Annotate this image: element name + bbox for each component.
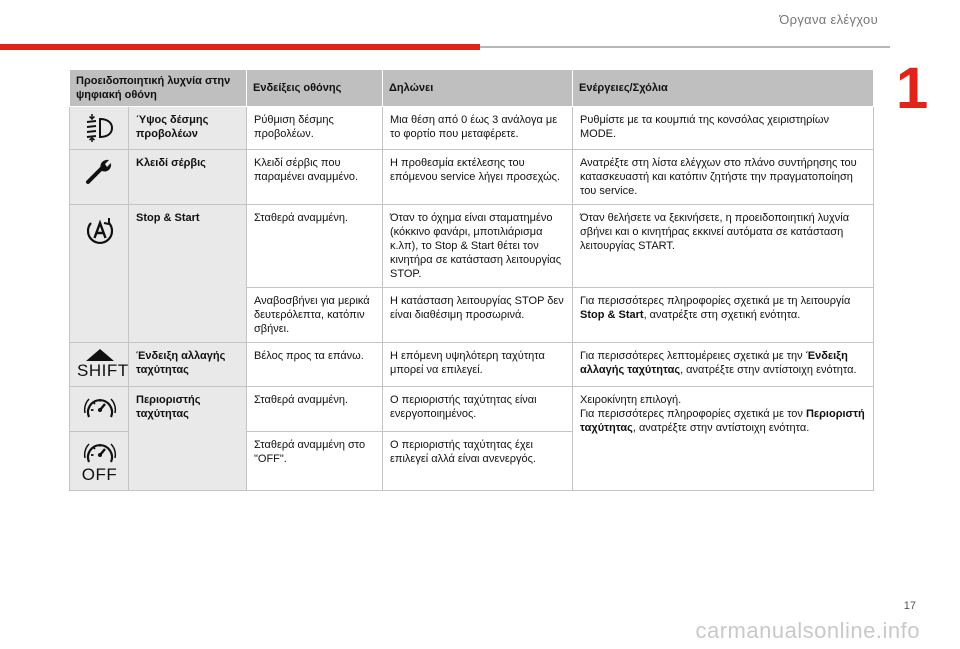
table-row xyxy=(70,107,874,150)
display-cell: Ρύθμιση δέσμης προβολέων. xyxy=(247,107,383,150)
action-text: , ανατρέξτε στην αντίστοιχη ενότητα. xyxy=(632,422,810,434)
icon-cell xyxy=(70,205,129,343)
action-cell: Ανατρέξτε στη λίστα ελέγχων στο πλάνο συντήρησης του κατασκευαστή και κατόπιν ζητήστε την πραγματοποίηση του service. xyxy=(573,150,874,205)
action-text: , ανατρέξτε στη σχετική ενότητα. xyxy=(643,309,801,321)
means-cell: Ο περιοριστής ταχύτητας είναι ενεργοποιημένος. xyxy=(383,387,573,432)
lamp-name: Περιοριστής ταχύτητας xyxy=(129,387,247,491)
header-accent-bar xyxy=(0,44,480,50)
icon-cell xyxy=(70,107,129,150)
icon-cell xyxy=(70,387,129,432)
action-text: Για περισσότερες πληροφορίες σχετικά με τον xyxy=(580,408,806,420)
display-cell: Κλειδί σέρβις που παραμένει αναμμένο. xyxy=(247,150,383,205)
table-row xyxy=(70,343,874,387)
lamp-name: Ύψος δέσμης προβολέων xyxy=(129,107,247,150)
action-bold-ref: Ένδειξη αλλαγής ταχύτητας xyxy=(580,350,848,376)
action-cell xyxy=(573,288,874,343)
means-cell: Μια θέση από 0 έως 3 ανάλογα με το φορτίο που μεταφέρετε. xyxy=(383,107,573,150)
col-header-display: Ενδείξεις οθόνης xyxy=(247,70,383,107)
chapter-number: 1 xyxy=(896,56,929,121)
action-text: Χειροκίνητη επιλογή. xyxy=(580,394,682,406)
col-header-lamp: Προειδοποιητική λυχνία στην ψηφιακή οθόνη xyxy=(70,70,247,107)
page-number: 17 xyxy=(903,600,916,612)
display-cell: Σταθερά αναμμένη στο "OFF". xyxy=(247,432,383,491)
means-cell: Η κατάσταση λειτουργίας STOP δεν είναι διαθέσιμη προσωρινά. xyxy=(383,288,573,343)
table-header-row xyxy=(70,70,874,107)
table-row xyxy=(70,150,874,205)
display-cell: Σταθερά αναμμένη. xyxy=(247,205,383,288)
speed-limiter-off-icon xyxy=(83,438,117,466)
means-cell: Η προθεσμία εκτέλεσης του επόμενου service λήγει προσεχώς. xyxy=(383,150,573,205)
action-bold-ref: Stop & Start xyxy=(580,309,644,321)
icon-cell xyxy=(70,432,129,491)
means-cell: Ο περιοριστής ταχύτητας έχει επιλεγεί αλλά είναι ανενεργός. xyxy=(383,432,573,491)
wrench-icon xyxy=(83,156,117,186)
action-bold-ref: Περιοριστή ταχύτητας xyxy=(580,408,865,434)
col-header-action: Ενέργειες/Σχόλια xyxy=(573,70,874,107)
shift-label: SHIFT xyxy=(77,361,129,380)
lamp-name: Ένδειξη αλλαγής ταχύτητας xyxy=(129,343,247,387)
section-title: Όργανα ελέγχου xyxy=(779,12,878,27)
watermark: carmanualsonline.info xyxy=(695,618,920,643)
icon-cell xyxy=(70,343,129,387)
display-cell: Σταθερά αναμμένη. xyxy=(247,387,383,432)
action-cell: Όταν θελήσετε να ξεκινήσετε, η προειδοποιητική λυχνία σβήνει και ο κινητήρας εκκινεί αυτόματα σε κατάσταση λειτουργίας START. xyxy=(573,205,874,288)
warning-lamp-table xyxy=(69,69,874,491)
header-rule xyxy=(480,46,890,48)
means-cell: Η επόμενη υψηλότερη ταχύτητα μπορεί να επιλεγεί. xyxy=(383,343,573,387)
speed-limiter-icon xyxy=(83,393,117,425)
means-cell: Όταν το όχημα είναι σταματημένο (κόκκινο φανάρι, μποτιλιάρισμα κ.λπ), το Stop & Start θέτει τον κινητήρα σε κατάσταση λειτουργίας STOP. xyxy=(383,205,573,288)
action-text: , ανατρέξτε στην αντίστοιχη ενότητα. xyxy=(680,364,857,376)
action-cell xyxy=(573,387,874,491)
stop-start-icon xyxy=(83,215,117,247)
headlamp-leveling-icon xyxy=(83,113,117,143)
display-cell: Βέλος προς τα επάνω. xyxy=(247,343,383,387)
action-text: Για περισσότερες πληροφορίες σχετικά με τη λειτουργία xyxy=(580,295,851,307)
col-header-means: Δηλώνει xyxy=(383,70,573,107)
icon-cell xyxy=(70,150,129,205)
action-cell: Ρυθμίστε με τα κουμπιά της κονσόλας χειριστηρίων MODE. xyxy=(573,107,874,150)
action-text: Για περισσότερες λεπτομέρειες σχετικά με την xyxy=(580,350,806,362)
display-cell: Αναβοσβήνει για μερικά δευτερόλεπτα, κατόπιν σβήνει. xyxy=(247,288,383,343)
lamp-name: Κλειδί σέρβις xyxy=(129,150,247,205)
lamp-name: Stop & Start xyxy=(129,205,247,343)
table-row xyxy=(70,387,874,432)
table-row xyxy=(70,205,874,288)
off-label: OFF xyxy=(81,465,118,484)
action-cell xyxy=(573,343,874,387)
